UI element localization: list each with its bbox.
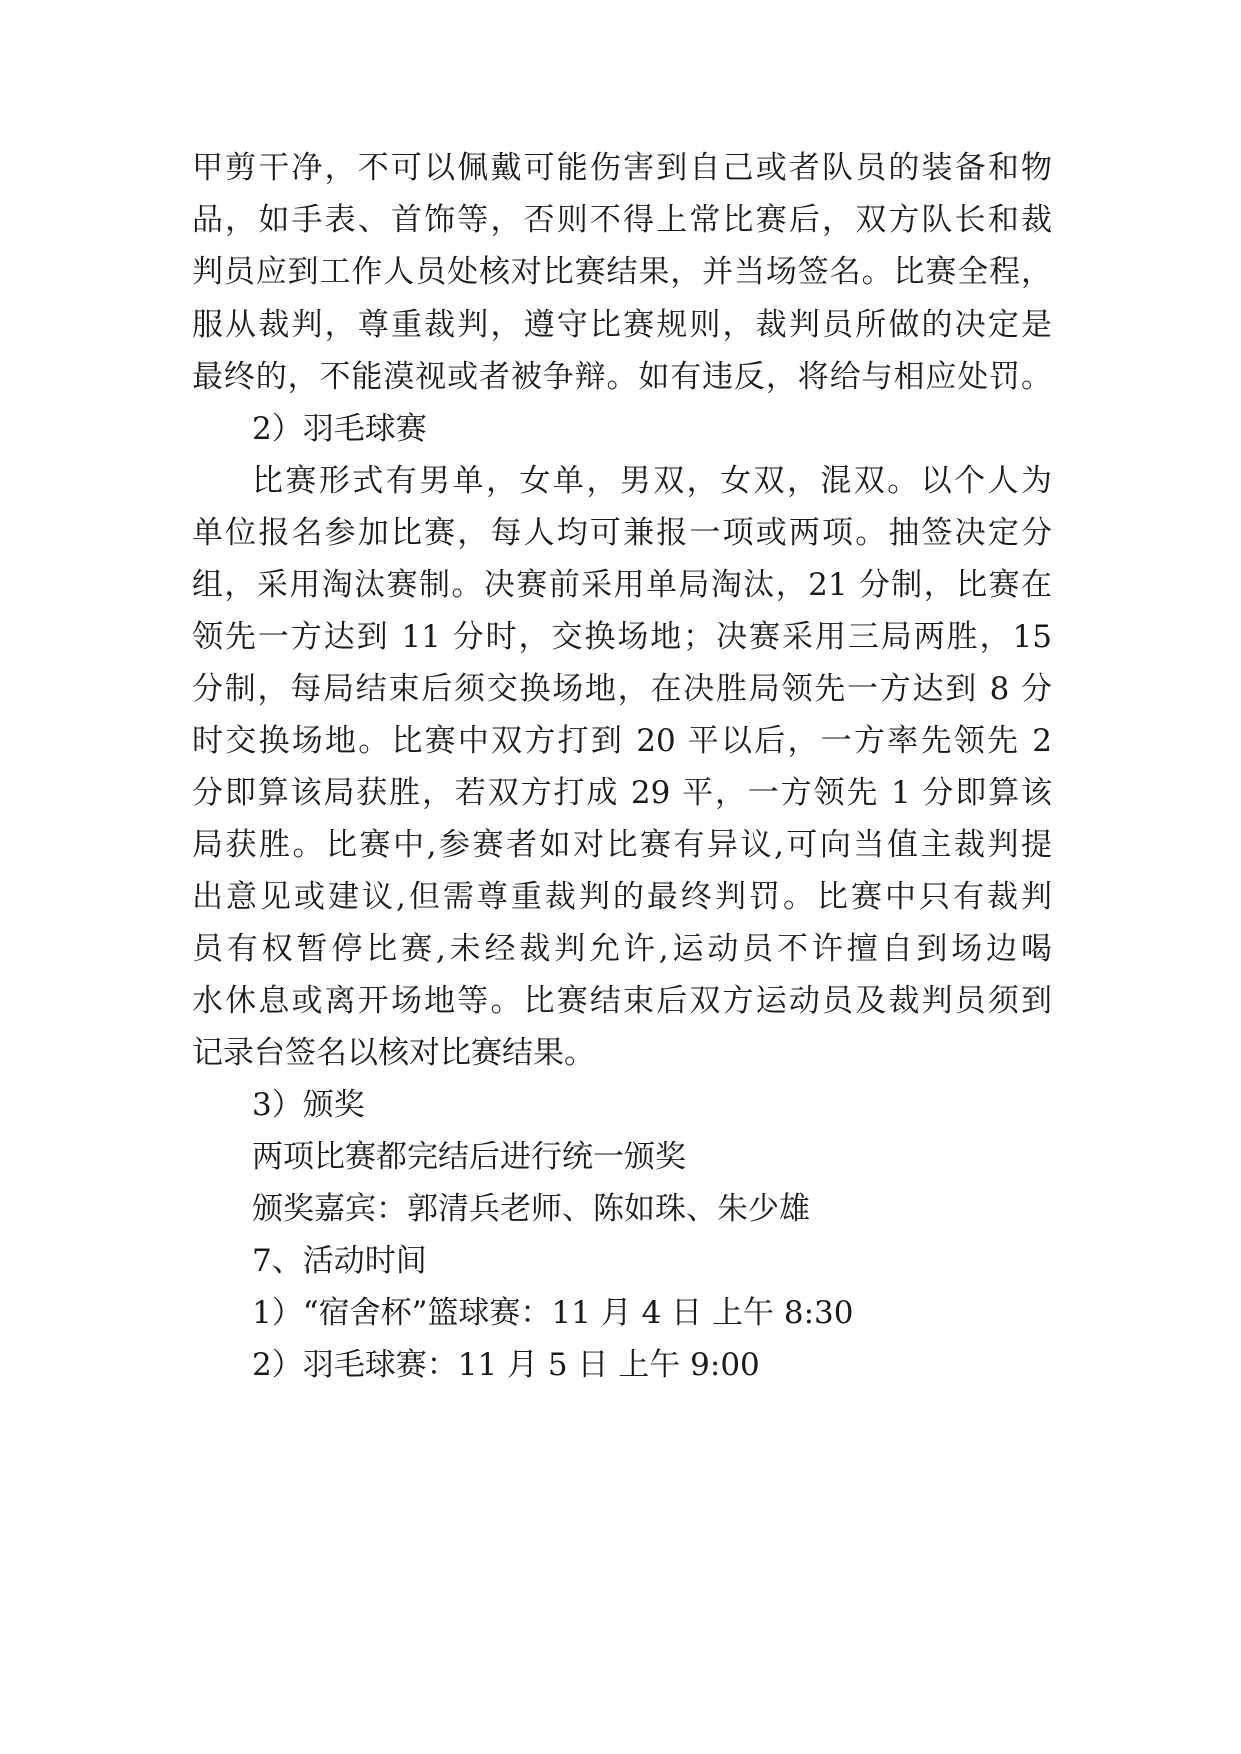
- section-heading: 7、活动时间: [252, 1243, 427, 1279]
- text-line: 单位报名参加比赛，每人均可兼报一项或两项。抽签决定分: [192, 515, 1052, 551]
- text-line: 分制，每局结束后须交换场地，在决胜局领先一方达到 8 分: [192, 671, 1052, 707]
- text-line: 最终的，不能漠视或者被争辩。如有违反，将给与相应处罚。: [192, 359, 1052, 395]
- text-line: 员有权暂停比赛,未经裁判允许,运动员不许擅自到场边喝: [192, 931, 1052, 967]
- text-line: 时交换场地。比赛中双方打到 20 平以后，一方率先领先 2: [192, 723, 1052, 759]
- text-line: 服从裁判，尊重裁判，遵守比赛规则，裁判员所做的决定是: [192, 307, 1052, 343]
- schedule-item: 1）“宿舍杯”篮球赛：11 月 4 日 上午 8:30: [252, 1295, 854, 1331]
- text-line: 出意见或建议,但需尊重裁判的最终判罚。比赛中只有裁判: [192, 879, 1052, 915]
- text-line: 组，采用淘汰赛制。决赛前采用单局淘汰，21 分制，比赛在: [192, 567, 1052, 603]
- schedule-item: 2）羽毛球赛：11 月 5 日 上午 9:00: [252, 1347, 760, 1383]
- text-line: 分即算该局获胜，若双方打成 29 平，一方领先 1 分即算该: [192, 775, 1052, 811]
- text-line: 比赛形式有男单，女单，男双，女双，混双。以个人为: [252, 463, 1052, 499]
- text-line: 水休息或离开场地等。比赛结束后双方运动员及裁判员须到: [192, 983, 1052, 1019]
- text-line: 局获胜。比赛中,参赛者如对比赛有异议,可向当值主裁判提: [192, 827, 1052, 863]
- text-line: 记录台签名以核对比赛结果。: [192, 1035, 595, 1071]
- section-heading: 3）颁奖: [252, 1087, 365, 1123]
- text-line: 品，如手表、首饰等，否则不得上常比赛后，双方队长和裁: [192, 202, 1052, 238]
- section-heading: 2）羽毛球赛: [252, 411, 427, 447]
- text-line: 颁奖嘉宾：郭清兵老师、陈如珠、朱少雄: [252, 1191, 810, 1227]
- text-line: 判员应到工作人员处核对比赛结果，并当场签名。比赛全程，: [192, 254, 1052, 290]
- text-line: 两项比赛都完结后进行统一颁奖: [252, 1139, 686, 1175]
- text-line: 甲剪干净，不可以佩戴可能伤害到自己或者队员的装备和物: [192, 150, 1052, 186]
- text-line: 领先一方达到 11 分时，交换场地；决赛采用三局两胜，15: [192, 619, 1052, 655]
